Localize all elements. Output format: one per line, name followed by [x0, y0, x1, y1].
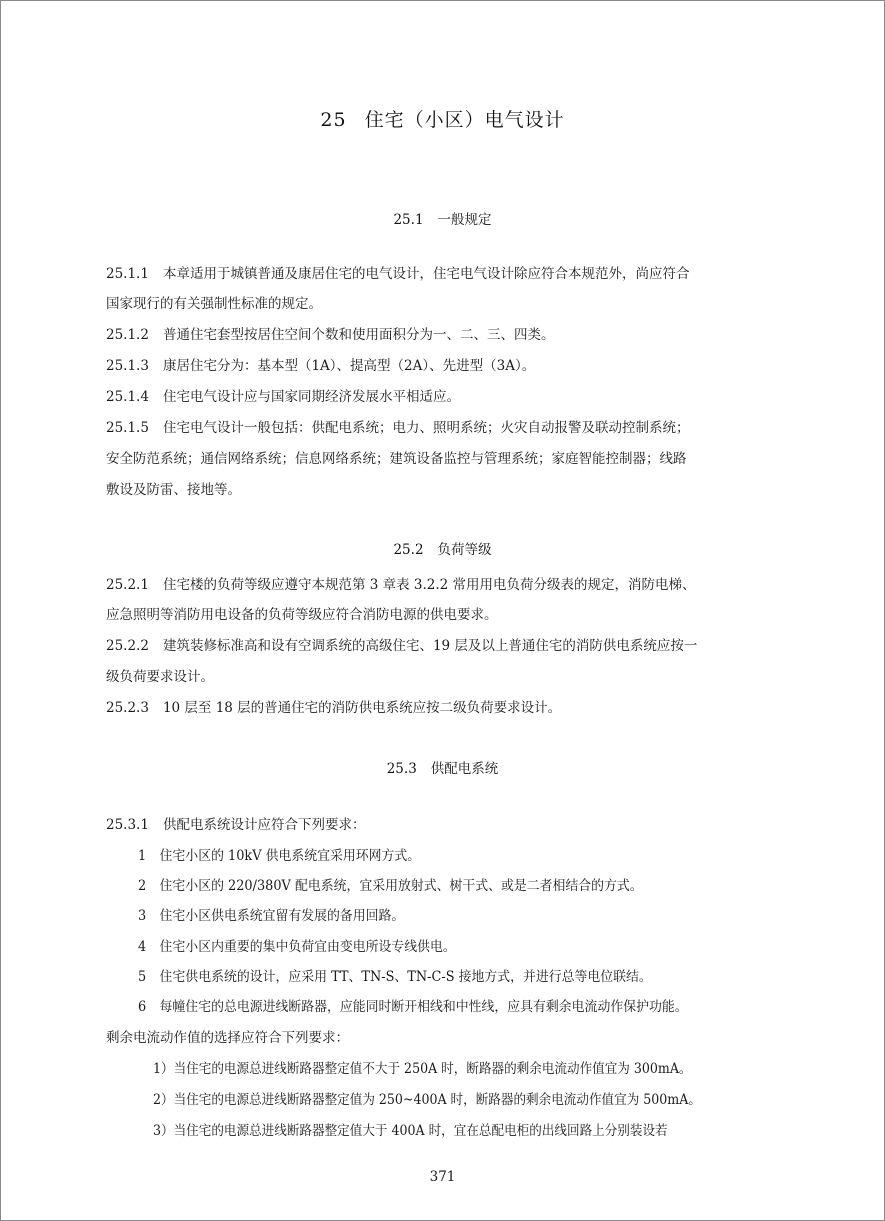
- list-item: [138, 997, 796, 1017]
- section-title-25-3: [1, 757, 884, 777]
- list-item: [138, 846, 796, 866]
- clause-number: 25.1.5: [106, 420, 149, 436]
- clause-25-1-5-cont: 安全防范系统；通信网络系统；信息网络系统；建筑设备监控与管理系统；家庭智能控制器；线路: [106, 451, 687, 467]
- clause-text: 住宅楼的负荷等级应遵守本规范第 3 章表 3.2.2 常用用电负荷分级表的规定，消防电梯、: [162, 577, 696, 593]
- section-number: 25.1: [393, 212, 424, 228]
- clause-25-1-4: [106, 387, 796, 407]
- chapter-number: 25: [320, 109, 347, 131]
- list-item: [138, 906, 796, 926]
- clause-number: 25.3.1: [106, 817, 149, 833]
- clause-text: 普通住宅套型按居住空间个数和使用面积分为一、二、三、四类。: [162, 327, 555, 343]
- chapter-title-text: 住宅（小区）电气设计: [364, 109, 565, 131]
- clause-25-2-1: [106, 575, 796, 595]
- list-item-number: 4: [138, 939, 147, 955]
- clause-25-1-1: [106, 264, 796, 284]
- clause-text: 本章适用于城镇普通及康居住宅的电气设计，住宅电气设计除应符合本规范外，尚应符合: [162, 266, 690, 282]
- clause-text: 供配电系统设计应符合下列要求：: [162, 817, 366, 833]
- clause-text: 10 层至 18 层的普通住宅的消防供电系统应按二级负荷要求设计。: [162, 700, 562, 716]
- list-item: [138, 876, 796, 896]
- list-item-text: 住宅小区供电系统宜留有发展的备用回路。: [159, 908, 405, 924]
- clause-25-1-5-cont: 敷设及防雷、接地等。: [106, 482, 241, 498]
- clause-text: 建筑装修标准高和设有空调系统的高级住宅、19 层及以上普通住宅的消防供电系统应按一: [162, 638, 698, 654]
- chapter-title: [1, 105, 884, 132]
- clause-number: 25.2.3: [106, 700, 149, 716]
- list-item-text: 住宅小区的 10kV 供电系统宜采用环网方式。: [159, 848, 421, 864]
- clause-text: 康居住宅分为：基本型（1A）、提高型（2A）、先进型（3A）。: [162, 358, 536, 374]
- list-item-text: 住宅小区内重要的集中负荷宜由变电所设专线供电。: [159, 939, 456, 955]
- list-item-text: 住宅小区的 220/380V 配电系统，宜采用放射式、树干式、或是二者相结合的方式。: [159, 878, 643, 894]
- page-number: 371: [429, 1169, 456, 1185]
- section-title-text: 一般规定: [437, 212, 492, 228]
- clause-number: 25.2.2: [106, 638, 149, 654]
- clause-number: 25.1.3: [106, 358, 149, 374]
- section-title-text: 负荷等级: [437, 542, 492, 558]
- clause-25-2-2: [106, 636, 796, 656]
- section-title-25-2: [1, 538, 884, 558]
- list-item-text: 住宅供电系统的设计，应采用 TT、TN-S、TN-C-S 接地方式，并进行总等电位联结。: [159, 969, 652, 985]
- section-number: 25.2: [393, 542, 424, 558]
- sub-item: 1）当住宅的电源总进线断路器整定值不大于 250A 时，断路器的剩余电流动作值宜为 300mA。: [153, 1061, 692, 1077]
- clause-25-2-1-cont: 应急照明等消防用电设备的负荷等级应符合消防电源的供电要求。: [106, 607, 498, 623]
- list-item-number: 2: [138, 878, 147, 894]
- sub-item: 2）当住宅的电源总进线断路器整定值为 250~400A 时，断路器的剩余电流动作值宜为 500mA。: [153, 1092, 701, 1108]
- sub-item: 3）当住宅的电源总进线断路器整定值大于 400A 时，宜在总配电柜的出线回路上分别装设若: [153, 1123, 668, 1139]
- clause-number: 25.1.2: [106, 327, 149, 343]
- section-title-text: 供配电系统: [430, 761, 499, 777]
- clause-25-1-1-cont: 国家现行的有关强制性标准的规定。: [106, 296, 322, 312]
- list-item-text: 每幢住宅的总电源进线断路器，应能同时断开相线和中性线，应具有剩余电流动作保护功能。: [159, 999, 688, 1015]
- clause-number: 25.1.4: [106, 389, 149, 405]
- clause-25-2-3: [106, 698, 796, 718]
- list-item-number: 3: [138, 908, 147, 924]
- clause-25-1-2: [106, 325, 796, 345]
- list-item-number: 6: [138, 999, 147, 1015]
- list-item: [138, 967, 796, 987]
- list-item-number: 5: [138, 969, 147, 985]
- clause-25-1-3: [106, 356, 796, 376]
- clause-number: 25.2.1: [106, 577, 149, 593]
- clause-number: 25.1.1: [106, 266, 149, 282]
- section-number: 25.3: [386, 761, 417, 777]
- list-item: [138, 937, 796, 957]
- section-title-25-1: [1, 208, 884, 228]
- list-item-cont: 剩余电流动作值的选择应符合下列要求：: [106, 1030, 349, 1046]
- clause-text: 住宅电气设计应与国家同期经济发展水平相适应。: [162, 389, 460, 405]
- clause-25-2-2-cont: 级负荷要求设计。: [106, 669, 214, 685]
- clause-25-1-5: [106, 418, 796, 438]
- clause-text: 住宅电气设计一般包括：供配电系统；电力、照明系统；火灾自动报警及联动控制系统；: [162, 420, 690, 436]
- clause-25-3-1: [106, 815, 796, 835]
- list-item-number: 1: [138, 848, 147, 864]
